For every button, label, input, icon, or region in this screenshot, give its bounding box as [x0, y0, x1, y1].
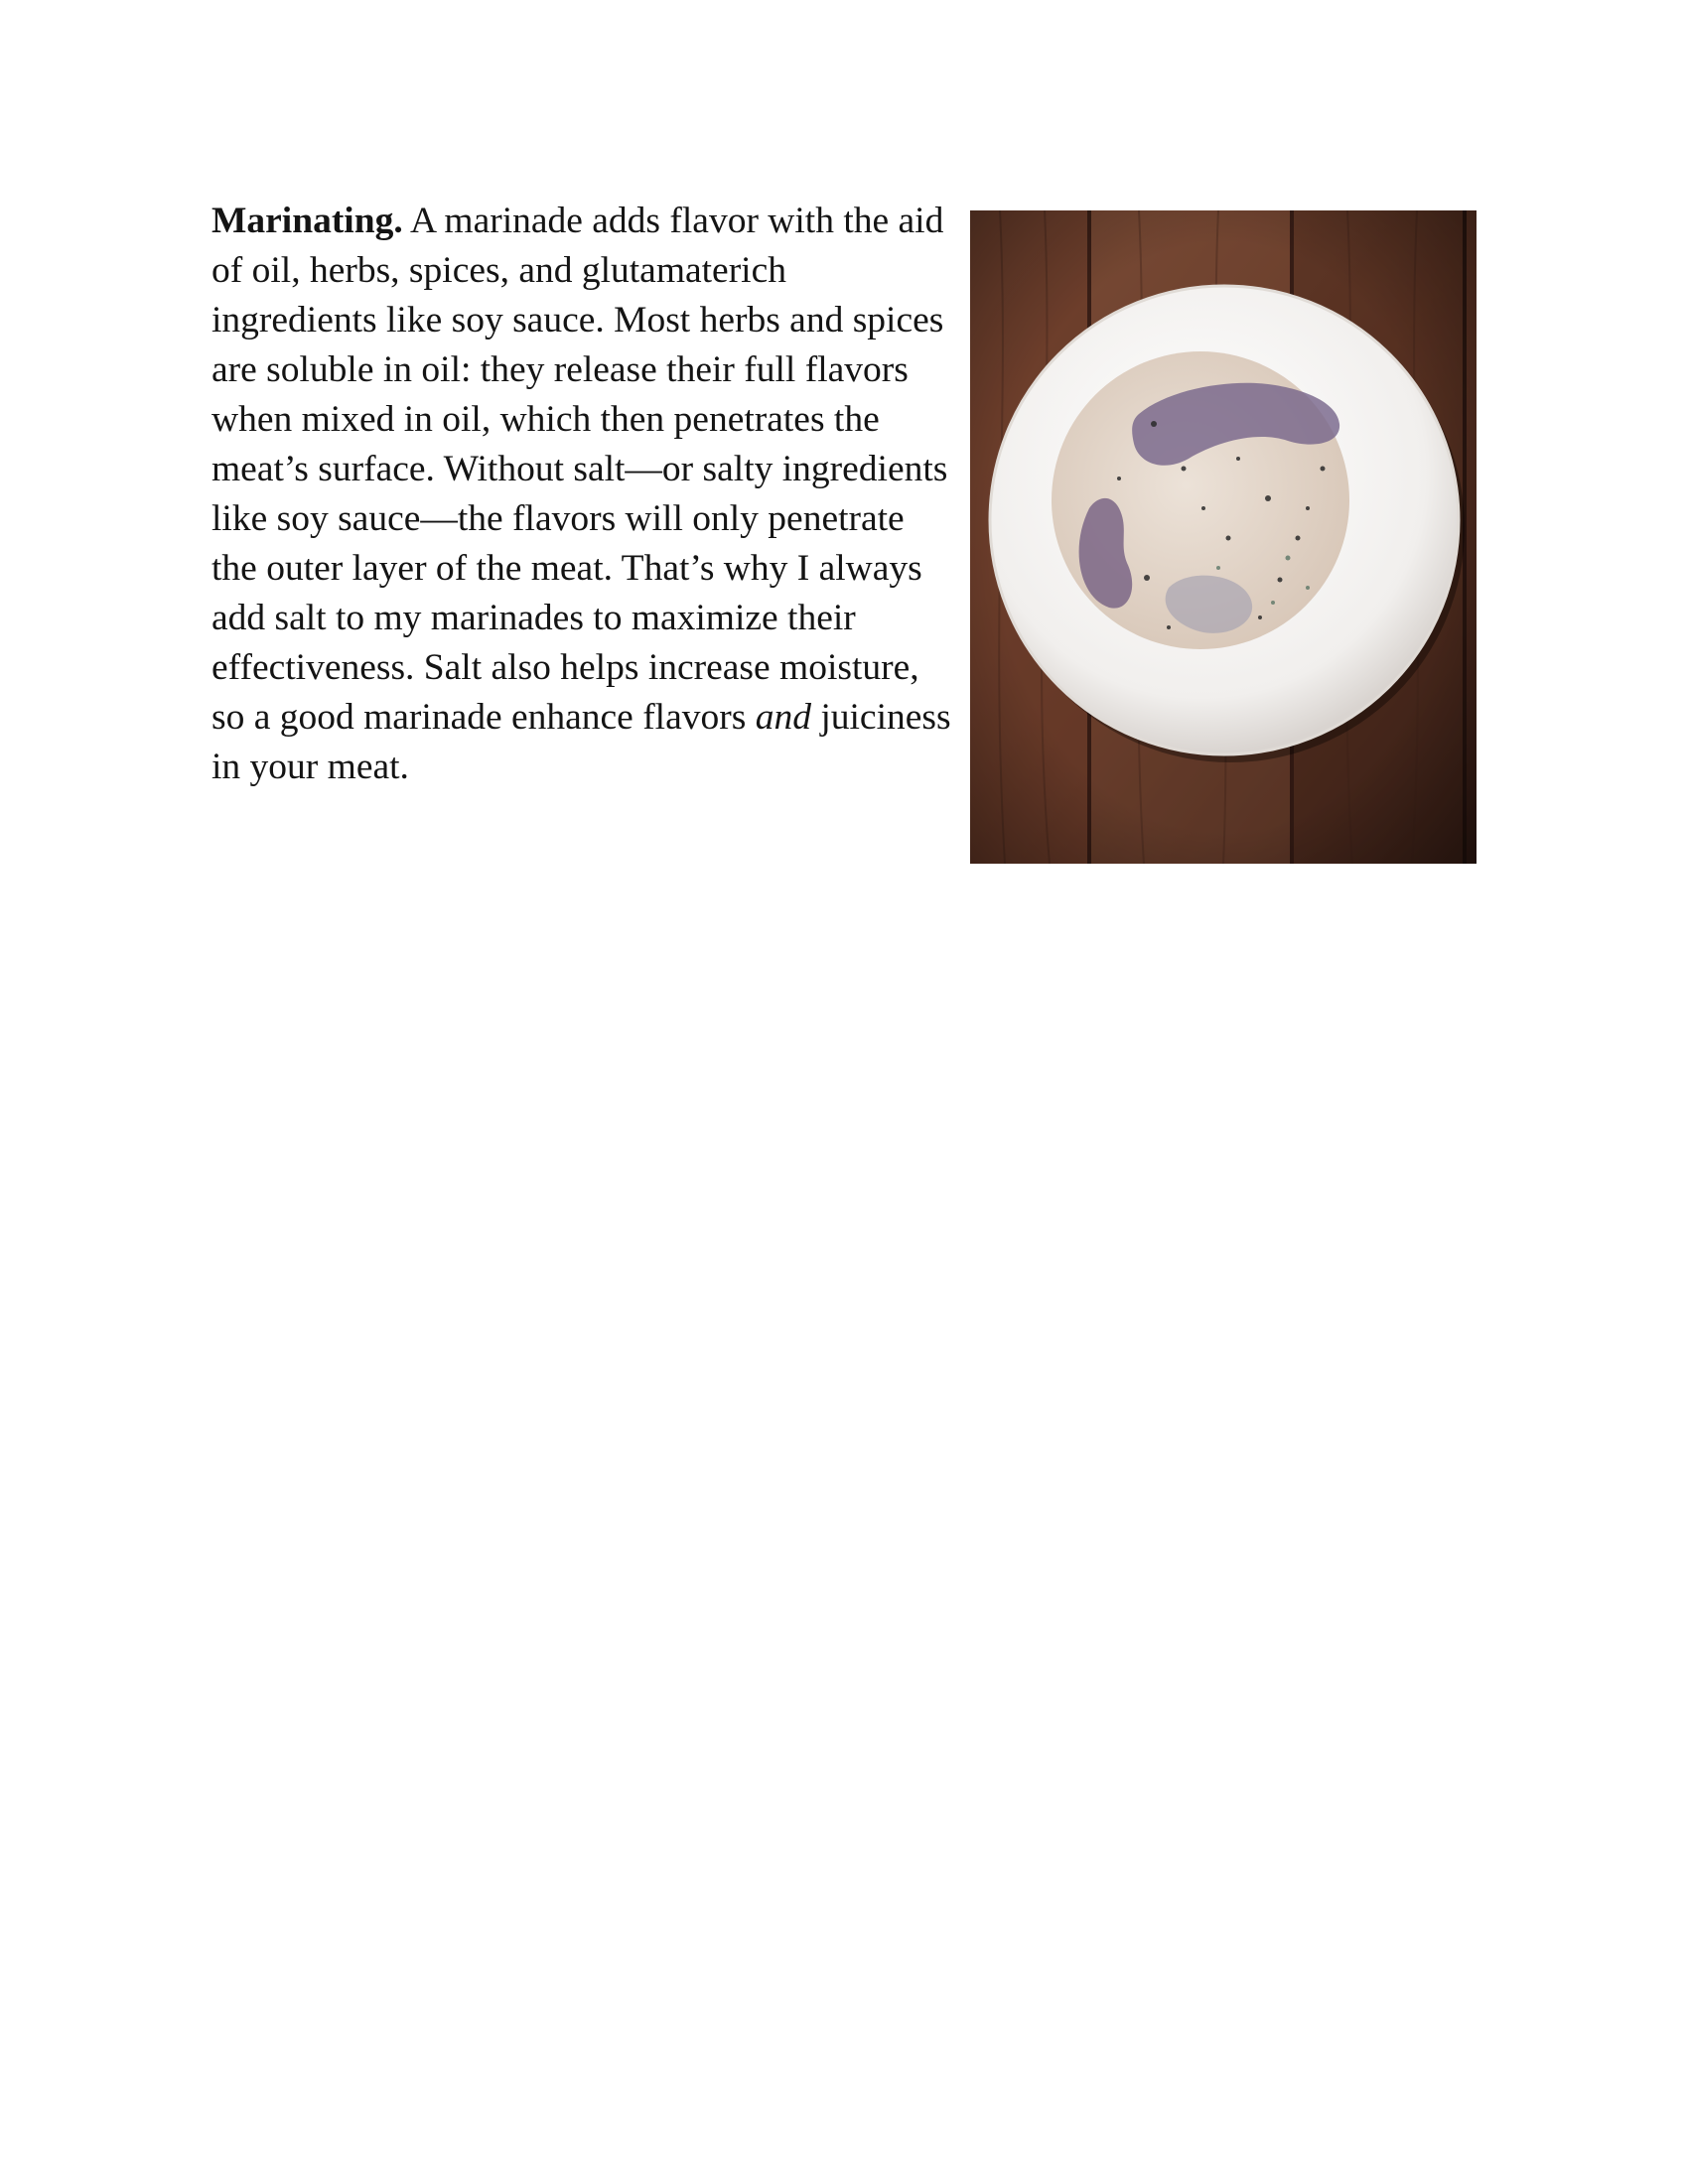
paragraph-emphasis: and — [755, 697, 811, 738]
paragraph-text: A marinade adds flavor with the aid of oil, herbs, spices, and glutamaterich ingredients like soy sauce. Most herbs and spices are soluble in oil: they release their full flavors when mixed in oil, which then penetrates the meat’s surface. Without salt—or salty ingredients like soy sauce—the flavors will only penetrate the outer layer of the meat. That’s why I always add salt to my marinades to maximize their effectiveness. Salt also helps increase moisture, so a good marinade enhance flavors — [211, 201, 948, 738]
marinade-bowl-photo — [970, 210, 1477, 864]
paragraph-lead-in: Marinating. — [211, 201, 403, 241]
body-text — [211, 197, 956, 792]
marinade-bowl-illustration — [970, 210, 1477, 864]
marinating-paragraph — [211, 197, 956, 792]
paragraph-text-end: juiciness in your meat. — [211, 697, 951, 787]
